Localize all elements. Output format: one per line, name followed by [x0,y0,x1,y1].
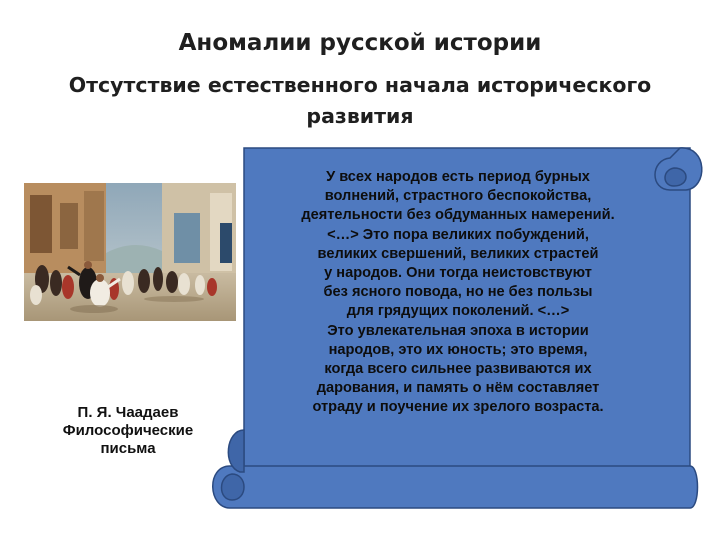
quote-line: для грядущих поколений. <…> [346,303,570,320]
quote-line: отраду и поучение их зрелого возраста. [312,399,604,416]
caption-work-line-1: Философические [62,422,194,439]
subtitle-line-1: Отсутствие естественного начала исторического [68,73,652,97]
subtitle-line-2: развития [306,104,414,128]
quote-line: без ясного повода, но не без пользы [323,284,593,301]
caption-work-line-2: письма [100,440,156,457]
quote-line: У всех народов есть период бурных [326,169,590,185]
quote-line: Это увлекательная эпоха в истории [327,322,589,339]
chaadaev-quote [258,168,658,418]
quote-line: великих свершений, великих страстей [317,245,599,262]
quote-line: народов, это их юность; это время, [328,341,588,358]
quote-line: волнений, страстного беспокойства, [324,188,592,205]
slide-title: Аномалии русской истории [178,30,542,56]
caption-author: П. Я. Чаадаев [77,404,179,421]
quote-line: у народов. Они тогда неистовствуют [324,265,592,282]
quote-line: <…> Это пора великих побуждений, [327,226,589,243]
quote-line: когда всего сильнее развиваются их [324,361,592,378]
quote-line: деятельности без обдуманных намерений. [301,207,615,224]
quote-line: дарования, и память о нём составляет [316,380,600,397]
